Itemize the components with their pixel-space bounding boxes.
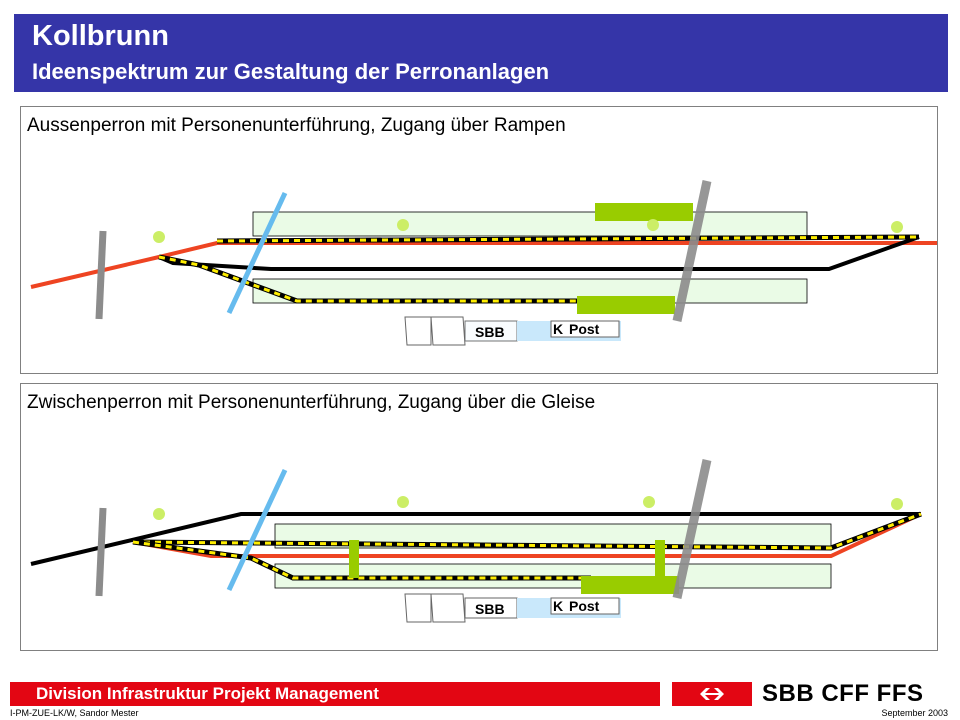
marker-dot <box>397 219 409 231</box>
track-diagram <box>21 384 937 650</box>
marker-dot <box>643 496 655 508</box>
marker-dot <box>397 496 409 508</box>
boundary-bar-left <box>99 508 103 596</box>
date-label: September 2003 <box>881 708 948 718</box>
sbb-logo-icon <box>672 682 752 706</box>
panel-title: Zwischenperron mit Personenunterführung, Zugang über die Gleise <box>27 392 596 413</box>
panel-title: Aussenperron mit Personenunterführung, Zugang über Rampen <box>27 115 566 136</box>
crossing-east <box>655 540 665 578</box>
page-title: Kollbrunn <box>32 20 169 52</box>
marker-dot <box>891 498 903 510</box>
logo-text: SBB CFF FFS <box>762 680 924 707</box>
building-label-post: Post <box>569 321 600 337</box>
marker-dot <box>153 508 165 520</box>
sbb-logo <box>672 682 950 706</box>
variant-panel-aussenperron <box>20 106 938 374</box>
ramp-south <box>581 576 679 594</box>
crossing-west <box>349 540 359 578</box>
track-diagram <box>21 107 937 373</box>
building-label-k: K <box>553 321 564 337</box>
division-label: Division Infrastruktur Projekt Management <box>36 684 379 703</box>
building-label-k: K <box>553 598 564 614</box>
footer-bar <box>10 682 660 706</box>
building-label-sbb: SBB <box>475 601 505 617</box>
marker-dot <box>647 219 659 231</box>
building-label-post: Post <box>569 598 600 614</box>
boundary-bar-left <box>99 231 103 319</box>
platform-north <box>253 212 807 236</box>
marker-dot <box>891 221 903 233</box>
marker-dot <box>153 231 165 243</box>
page-subtitle: Ideenspektrum zur Gestaltung der Perronanlagen <box>32 59 550 84</box>
header-banner <box>14 14 948 92</box>
ramp-north <box>595 203 693 221</box>
variant-panel-zwischenperron <box>20 383 938 651</box>
ramp-south <box>577 296 675 314</box>
building-label-sbb: SBB <box>475 324 505 340</box>
author-note: I-PM-ZUE-LK/W, Sandor Mester <box>10 708 139 718</box>
